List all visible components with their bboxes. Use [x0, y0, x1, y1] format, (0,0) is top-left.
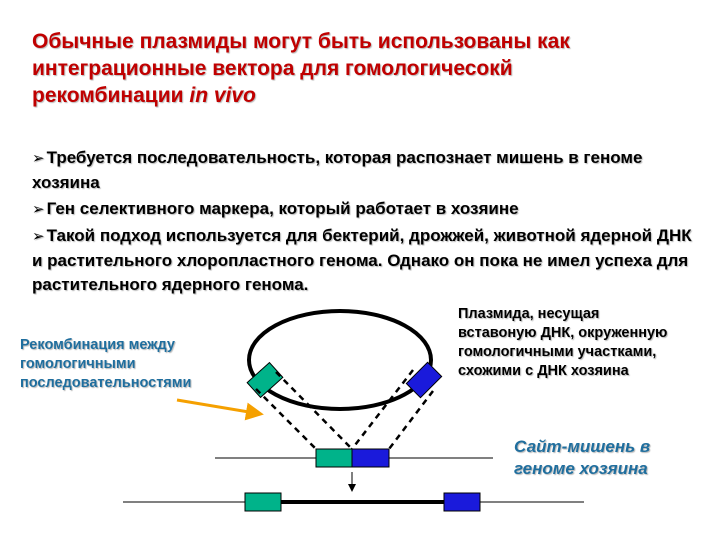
- bullet-text: Ген селективного маркера, который работает в хозяине: [46, 199, 519, 218]
- title-line-3-text: рекомбинации: [32, 84, 190, 107]
- arrow-bullet-icon: ➢: [32, 228, 45, 245]
- title-line-1: Обычные плазмиды могут быть использованы как: [32, 30, 570, 53]
- recombination-pointer-arrow: [177, 400, 255, 413]
- integrated-blue: [444, 493, 480, 511]
- arrow-bullet-icon: ➢: [32, 150, 45, 167]
- plasmid-ring: [249, 311, 431, 409]
- host-target-blue: [352, 449, 389, 467]
- arrow-bullet-icon: ➢: [32, 201, 45, 218]
- title-in-vivo: in vivo: [189, 84, 256, 107]
- plasmid-label: Плазмида, несущая вставоную ДНК, окруженную гомологичными участками, схожими с ДНК хозяина: [458, 306, 668, 379]
- bullet-text: Требуется последовательность, которая распознает мишень в геноме хозяина: [32, 148, 643, 192]
- recombination-label: Рекомбинация между гомологичными последовательностями: [20, 337, 192, 391]
- integrated-green: [245, 493, 281, 511]
- host-target-green: [316, 449, 352, 467]
- bullet-text: Такой подход используется для бектерий, дрожжей, животной ядерной ДНК и растительного хлоропластного генома. Однако он пока не имел успеха для растительного ядерного генома.: [32, 226, 692, 294]
- title-line-2: интеграционные вектора для гомологичесокй: [32, 57, 513, 80]
- target-site-label: Сайт-мишень в геноме хозяина: [514, 437, 651, 478]
